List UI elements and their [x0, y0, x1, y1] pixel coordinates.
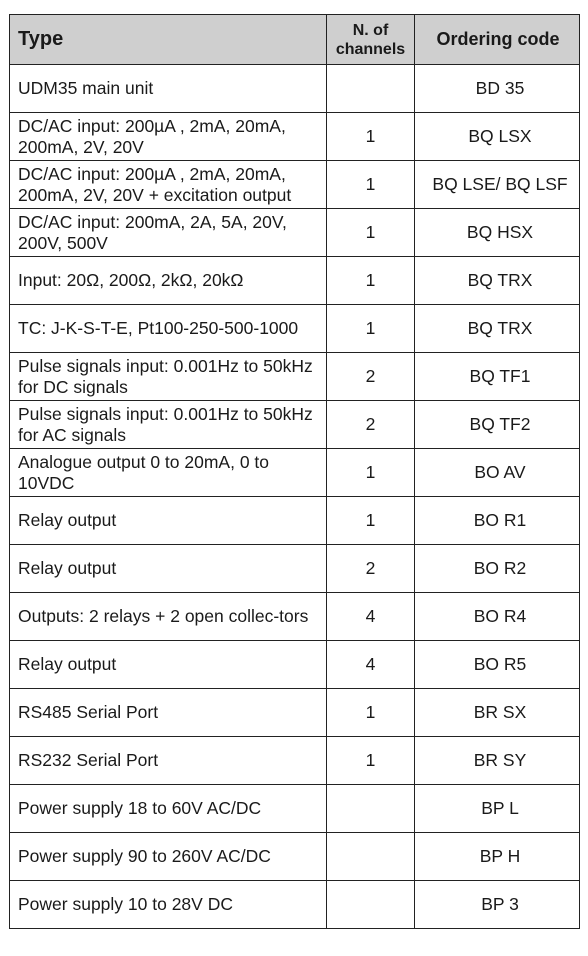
row-channels: 1 [327, 449, 415, 497]
table-row [10, 401, 580, 449]
table-row [10, 257, 580, 305]
table-row [10, 305, 580, 353]
row-channels: 1 [327, 209, 415, 257]
row-type: Analogue output 0 to 20mA, 0 to 10VDC [10, 449, 327, 497]
row-type: Power supply 10 to 28V DC [10, 881, 327, 929]
row-channels: 4 [327, 641, 415, 689]
row-type: DC/AC input: 200µA , 2mA, 20mA, 200mA, 2V, 20V [10, 113, 327, 161]
table-row [10, 497, 580, 545]
row-channels: 1 [327, 161, 415, 209]
header-type: Type [10, 15, 327, 65]
table-row [10, 785, 580, 833]
header-ordering-code: Ordering code [415, 15, 580, 65]
row-type: Pulse signals input: 0.001Hz to 50kHz for AC signals [10, 401, 327, 449]
row-channels: 4 [327, 593, 415, 641]
table-row [10, 353, 580, 401]
table-row [10, 833, 580, 881]
row-channels [327, 881, 415, 929]
row-code: BO R4 [415, 593, 580, 641]
row-type: Power supply 18 to 60V AC/DC [10, 785, 327, 833]
row-code: BQ TF2 [415, 401, 580, 449]
row-type: Pulse signals input: 0.001Hz to 50kHz for DC signals [10, 353, 327, 401]
row-code: BP H [415, 833, 580, 881]
table-row [10, 161, 580, 209]
table-row [10, 545, 580, 593]
table-row [10, 689, 580, 737]
row-type: Input: 20Ω, 200Ω, 2kΩ, 20kΩ [10, 257, 327, 305]
table-row [10, 113, 580, 161]
row-type: RS485 Serial Port [10, 689, 327, 737]
table-header-row [10, 15, 580, 65]
row-type: RS232 Serial Port [10, 737, 327, 785]
row-channels: 1 [327, 257, 415, 305]
row-code: BQ LSX [415, 113, 580, 161]
row-channels [327, 65, 415, 113]
row-code: BP L [415, 785, 580, 833]
row-type: DC/AC input: 200mA, 2A, 5A, 20V, 200V, 500V [10, 209, 327, 257]
table-row [10, 449, 580, 497]
row-code: BP 3 [415, 881, 580, 929]
row-code: BR SY [415, 737, 580, 785]
row-code: BQ TRX [415, 257, 580, 305]
table-row [10, 641, 580, 689]
row-code: BO AV [415, 449, 580, 497]
row-channels [327, 833, 415, 881]
table-row [10, 881, 580, 929]
row-code: BO R2 [415, 545, 580, 593]
ordering-table-container [9, 14, 580, 929]
row-channels: 1 [327, 305, 415, 353]
row-channels: 1 [327, 497, 415, 545]
row-code: BQ TF1 [415, 353, 580, 401]
row-code: BD 35 [415, 65, 580, 113]
row-type: UDM35 main unit [10, 65, 327, 113]
header-channels-line2: channels [335, 40, 406, 58]
row-channels: 1 [327, 689, 415, 737]
row-type: Outputs: 2 relays + 2 open collec-tors [10, 593, 327, 641]
row-channels: 2 [327, 545, 415, 593]
row-channels [327, 785, 415, 833]
row-channels: 1 [327, 737, 415, 785]
row-type: Relay output [10, 497, 327, 545]
row-code: BO R1 [415, 497, 580, 545]
row-type: Relay output [10, 545, 327, 593]
row-code: BQ HSX [415, 209, 580, 257]
row-code: BQ LSE/ BQ LSF [415, 161, 580, 209]
ordering-table [9, 14, 580, 929]
row-code: BQ TRX [415, 305, 580, 353]
row-type: TC: J-K-S-T-E, Pt100-250-500-1000 [10, 305, 327, 353]
header-channels [327, 15, 415, 65]
table-row [10, 737, 580, 785]
table-row [10, 209, 580, 257]
row-type: DC/AC input: 200µA , 2mA, 20mA, 200mA, 2V, 20V + excitation output [10, 161, 327, 209]
header-channels-line1: N. of [352, 21, 389, 39]
row-code: BR SX [415, 689, 580, 737]
row-type: Power supply 90 to 260V AC/DC [10, 833, 327, 881]
table-row [10, 65, 580, 113]
row-channels: 2 [327, 401, 415, 449]
row-code: BO R5 [415, 641, 580, 689]
row-channels: 1 [327, 113, 415, 161]
row-channels: 2 [327, 353, 415, 401]
table-row [10, 593, 580, 641]
row-type: Relay output [10, 641, 327, 689]
